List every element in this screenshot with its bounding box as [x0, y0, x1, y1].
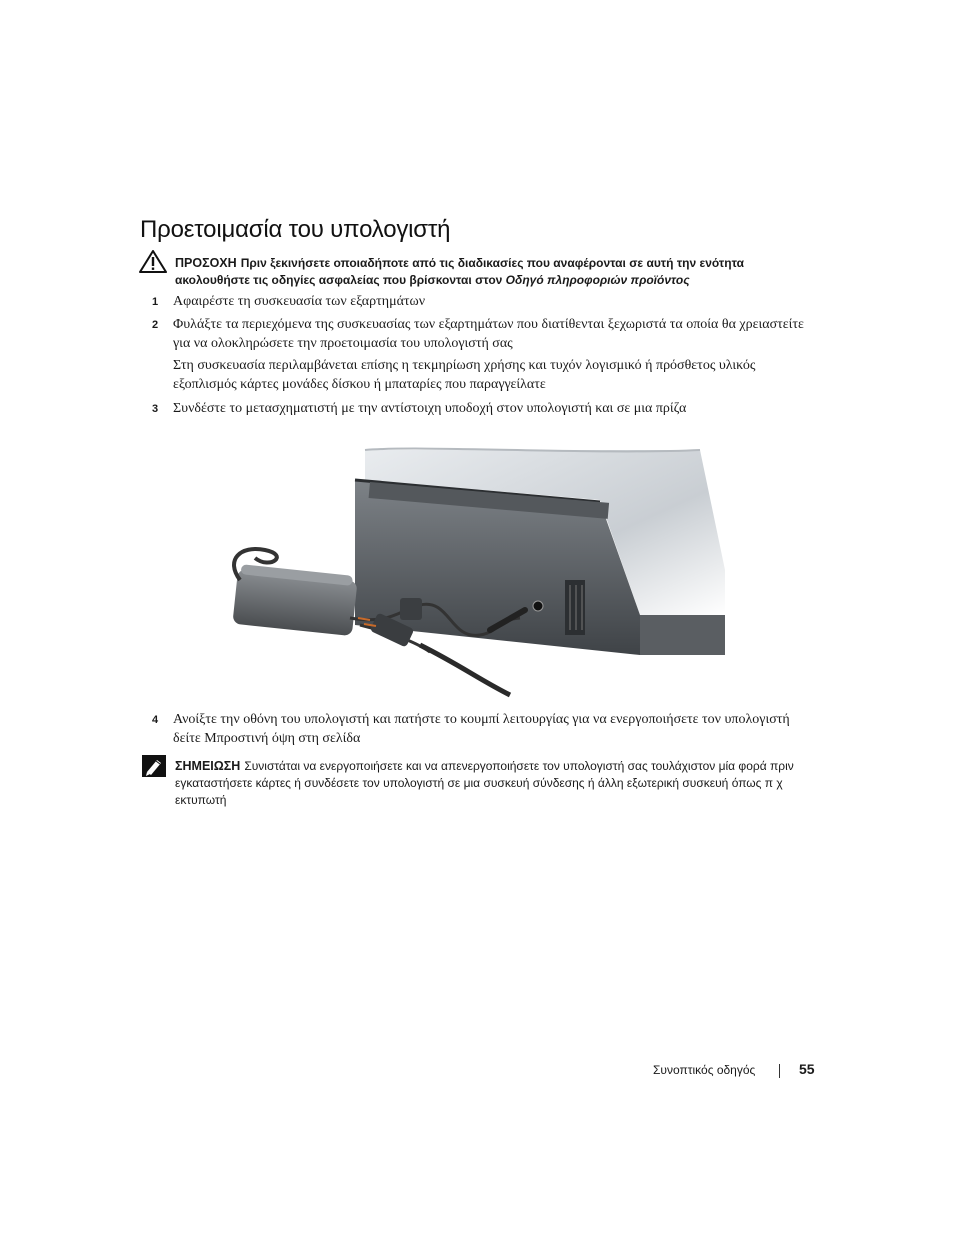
note-label: ΣΗΜΕΙΩΣΗ — [175, 759, 241, 773]
step-number: 4 — [152, 714, 159, 726]
step-text: Συνδέστε το μετασχηματιστή με την αντίστοιχη υποδοχή στον υπολογιστή και σε μια πρίζα — [173, 401, 687, 416]
section-heading: Προετοιμασία του υπολογιστή — [140, 216, 451, 243]
step-extra-text: Στη συσκευασία περιλαμβάνεται επίσης η τεκμηρίωση χρήσης και τυχόν λογισμικό ή πρόσθετος υλικός εξοπλισμός κάρτες μονάδες δίσκου ή μπαταρίες που παραγγείλατε — [173, 358, 756, 392]
step-number: 1 — [152, 296, 159, 308]
pencil-note-icon — [142, 755, 166, 777]
laptop-adapter-illustration — [220, 440, 730, 700]
caution-italic-ref: Οδηγό πληροφοριών προϊόντος — [505, 273, 690, 287]
note-block — [175, 758, 815, 809]
page-number: 55 — [799, 1061, 815, 1077]
warning-triangle-icon — [139, 249, 167, 273]
caution-label: ΠΡΟΣΟΧΗ — [175, 256, 237, 270]
step-text: Ανοίξτε την οθόνη του υπολογιστή και πατήστε το κουμπί λειτουργίας για να ενεργοποιήσετε τον υπολογιστή δείτε Μπροστινή όψη στη σελίδα — [173, 712, 790, 746]
step-number: 3 — [152, 403, 159, 415]
caution-block — [175, 255, 815, 289]
footer-label: Συνοπτικός οδηγός — [653, 1063, 756, 1077]
note-text: Συνιστάται να ενεργοποιήσετε και να απενεργοποιήσετε τον υπολογιστή σας τουλάχιστον μία φορά πριν εγκαταστήσετε κάρτες ή συνδέσετε τον υπολογιστή σε μια συσκευή σύνδεσης ή άλλη εξωτερική συσκευή όπως π χ εκτυπωτή — [175, 759, 794, 807]
caution-text: Πριν ξεκινήσετε οποιαδήποτε από τις διαδικασίες που αναφέρονται σε αυτή την ενότητα ακολουθήστε τις οδηγίες ασφαλείας που βρίσκονται στον — [175, 256, 744, 287]
step-text: Αφαιρέστε τη συσκευασία των εξαρτημάτων — [173, 294, 426, 309]
step-number: 2 — [152, 319, 159, 331]
step-text: Φυλάξτε τα περιεχόμενα της συσκευασίας των εξαρτημάτων που διατίθενται ξεχωριστά τα οποία θα χρειαστείτε για να ολοκληρώσετε την προετοιμασία του υπολογιστή σας — [173, 317, 804, 351]
footer-separator — [779, 1064, 780, 1078]
